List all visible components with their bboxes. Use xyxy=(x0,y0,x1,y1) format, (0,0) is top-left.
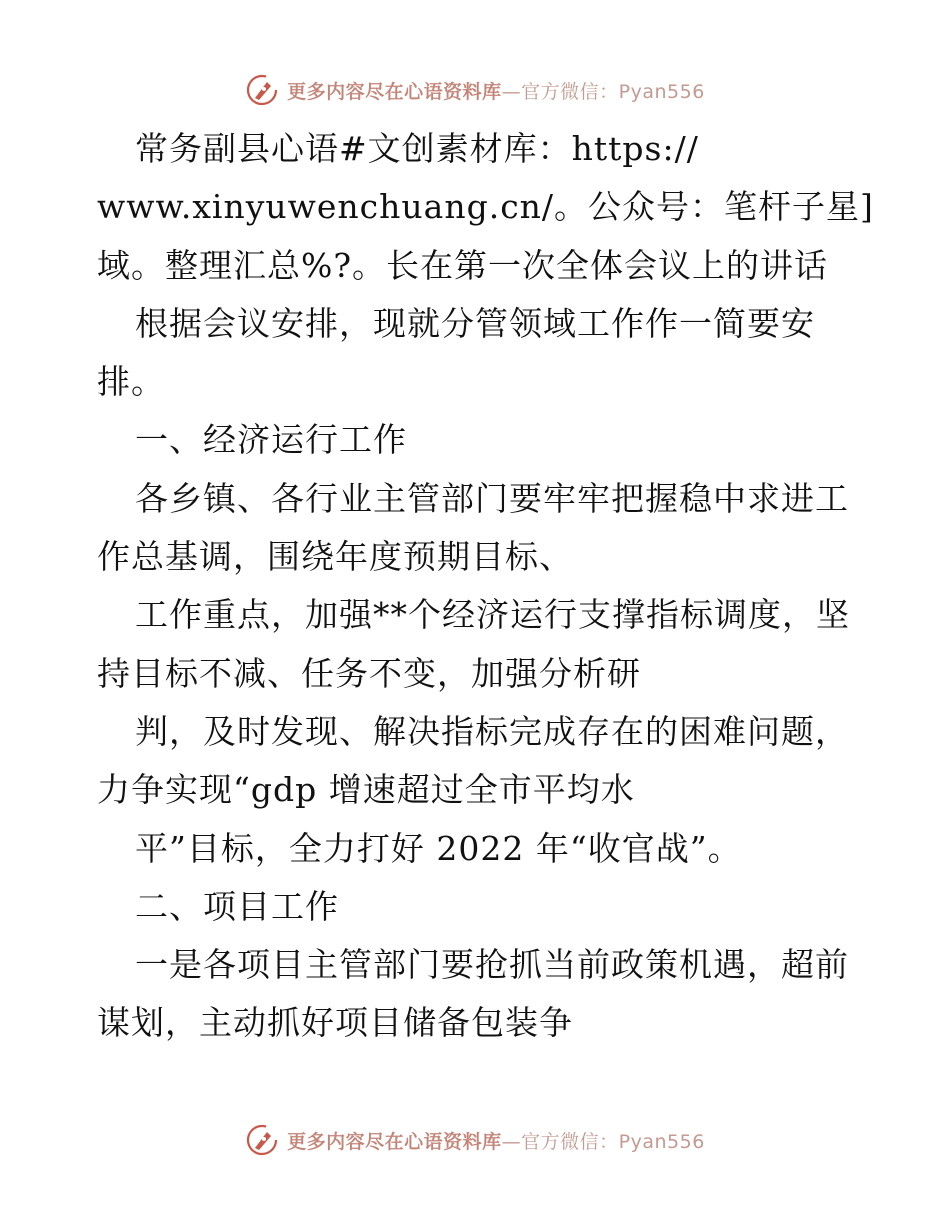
watermark-label: 更多内容尽在心语资料库—官方微信：Pyan556 xyxy=(287,80,705,103)
section-heading: 一、经济运行工作 xyxy=(135,420,407,460)
text-line: 判，及时发现、解决指标完成存在的困难问题， xyxy=(135,711,849,751)
text-line: 持目标不减、任务不变，加强分析研 xyxy=(97,653,641,693)
pen-nib-logo-icon xyxy=(245,1123,279,1157)
pen-nib-logo-icon xyxy=(245,73,279,107)
text-line: 根据会议安排，现就分管领域工作作一简要安 xyxy=(135,303,815,343)
text-line: 常务副县心语#文创素材库：https:// xyxy=(135,129,699,168)
text-line: 工作重点，加强**个经济运行支撑指标调度，坚 xyxy=(135,595,850,635)
watermark-label: 更多内容尽在心语资料库—官方微信：Pyan556 xyxy=(287,1130,705,1153)
text-line: 域。整理汇总%?。长在第一次全体会议上的讲话 xyxy=(97,245,829,285)
section-heading: 二、项目工作 xyxy=(135,886,339,926)
document-body xyxy=(97,120,874,1053)
text-line: 各乡镇、各行业主管部门要牢牢把握稳中求进工 xyxy=(135,478,849,518)
text-line: 力争实现“gdp 增速超过全市平均水 xyxy=(97,770,635,810)
header-watermark xyxy=(0,72,950,108)
text-line: 谋划，主动抓好项目储备包装争 xyxy=(97,1003,573,1043)
text-line: 平”目标，全力打好 2022 年“收官战”。 xyxy=(135,828,742,868)
footer-watermark xyxy=(0,1122,950,1158)
text-line: www.xinyuwenchuang.cn/。公众号：笔杆子星] xyxy=(97,187,874,227)
text-line: 作总基调，围绕年度预期目标、 xyxy=(97,537,573,577)
text-line: 排。 xyxy=(97,362,165,402)
text-line: 一是各项目主管部门要抢抓当前政策机遇，超前 xyxy=(135,945,849,985)
